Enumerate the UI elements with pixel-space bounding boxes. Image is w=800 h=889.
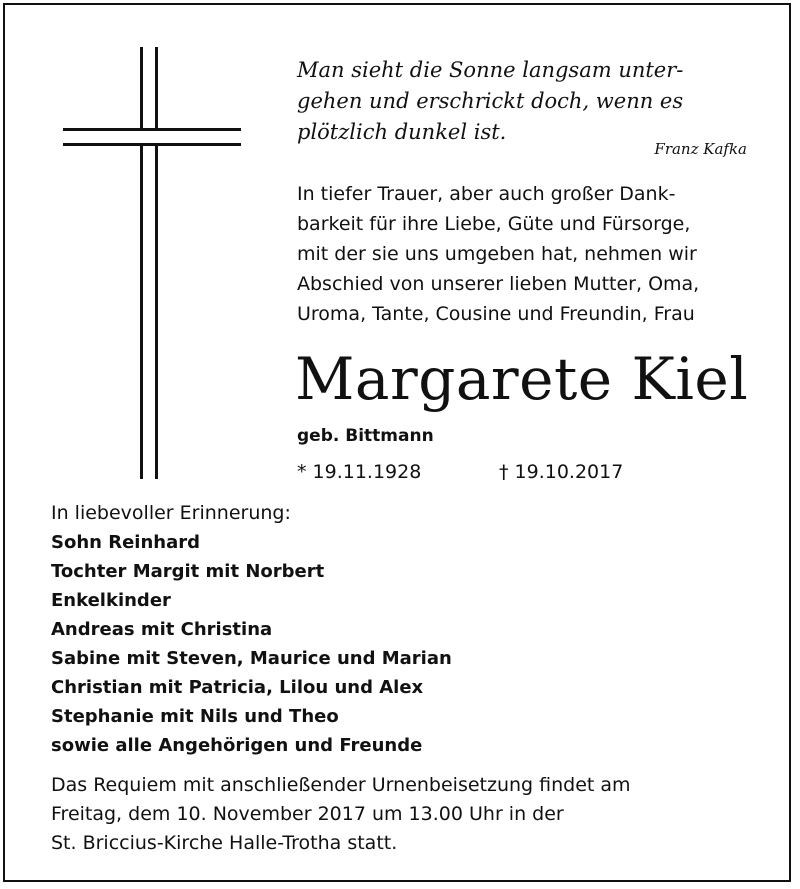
quote-line: Man sieht die Sonne langsam unter- (297, 58, 684, 82)
obituary-notice (3, 3, 791, 882)
mourner-item: Stephanie mit Nils und Theo (51, 706, 339, 727)
intro-line: Uroma, Tante, Cousine und Freundin, Frau (297, 303, 695, 325)
mourner-item: Sohn Reinhard (51, 532, 201, 553)
quote (297, 55, 767, 148)
quote-author: Franz Kafka (654, 140, 747, 158)
service-line: Das Requiem mit anschließender Urnenbeisetzung findet am (51, 774, 631, 796)
intro-line: Abschied von unserer lieben Mutter, Oma, (297, 273, 700, 295)
intro-line: barkeit für ihre Liebe, Güte und Fürsorge, (297, 213, 691, 235)
mourner-item: Tochter Margit mit Norbert (51, 561, 325, 582)
mourner-item: sowie alle Angehörigen und Freunde (51, 735, 423, 756)
service-line: St. Briccius-Kirche Halle-Trotha statt. (51, 832, 398, 854)
service-info (51, 771, 771, 858)
memory-label: In liebevoller Erinnerung: (51, 502, 291, 524)
quote-line: gehen und erschrickt doch, wenn es (297, 89, 684, 113)
mourner-item: Enkelkinder (51, 590, 171, 611)
birth-date: * 19.11.1928 (297, 461, 422, 483)
mourner-item: Christian mit Patricia, Lilou und Alex (51, 677, 424, 698)
deceased-name: Margarete Kiel (295, 345, 749, 413)
mourner-item: Sabine mit Steven, Maurice und Marian (51, 648, 452, 669)
quote-line: plötzlich dunkel ist. (297, 120, 507, 144)
maiden-name: geb. Bittmann (297, 426, 434, 446)
service-line: Freitag, dem 10. November 2017 um 13.00 Uhr in der (51, 803, 564, 825)
intro-text (297, 179, 777, 329)
death-date: † 19.10.2017 (499, 461, 624, 483)
intro-line: mit der sie uns umgeben hat, nehmen wir (297, 243, 697, 265)
mourner-item: Andreas mit Christina (51, 619, 273, 640)
mourners-list (51, 528, 452, 760)
cross-vertical-beam (140, 47, 158, 479)
intro-line: In tiefer Trauer, aber auch großer Dank- (297, 183, 676, 205)
